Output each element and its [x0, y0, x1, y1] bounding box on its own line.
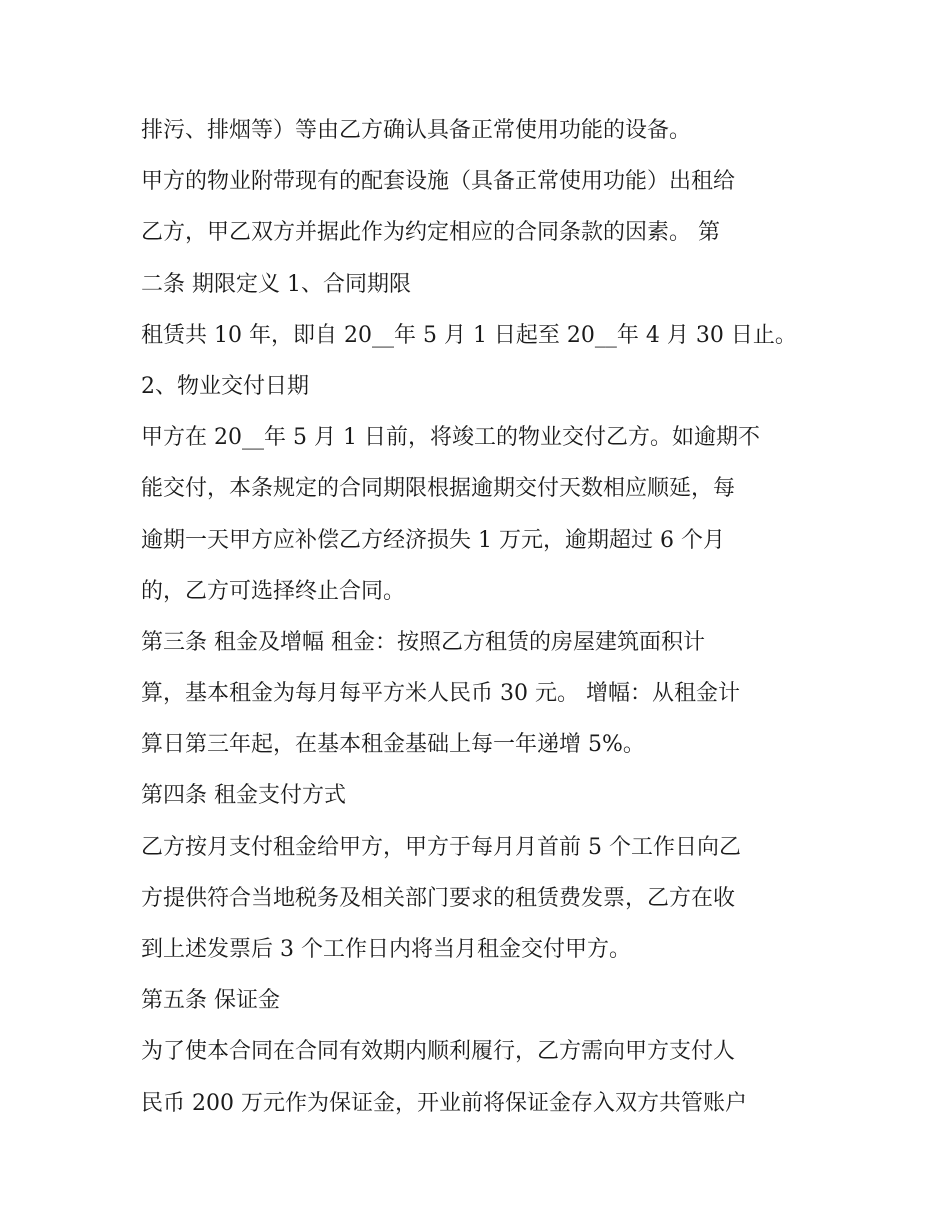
text-line-6: 2、物业交付日期	[141, 373, 309, 399]
text-line-17: 到上述发票后 3 个工作日内将当月租金交付甲方。	[141, 937, 631, 962]
text-line-5: 租赁共 10 年，即自 20__年 5 月 1 日起至 20__年 4 月 30 日止。	[141, 322, 797, 348]
text-line-16: 方提供符合当地税务及相关部门要求的租赁费发票，乙方在收	[141, 885, 736, 911]
text-line-8: 能交付，本条规定的合同期限根据逾期交付天数相应顺延，每	[141, 476, 736, 502]
text-line-19: 为了使本合同在合同有效期内顺利履行，乙方需向甲方支付人	[141, 1039, 736, 1065]
text-line-12: 算，基本租金为每月每平方米人民币 30 元。 增幅：从租金计	[141, 681, 740, 707]
text-line-20: 民币 200 万元作为保证金，开业前将保证金存入双方共管账户	[141, 1090, 747, 1116]
text-line-10: 的，乙方可选择终止合同。	[141, 578, 406, 604]
text-line-14: 第四条 租金支付方式	[141, 783, 346, 809]
text-line-13: 算日第三年起，在基本租金基础上每一年递增 5%。	[141, 732, 645, 758]
text-line-18: 第五条 保证金	[141, 988, 280, 1014]
text-line-1: 排污、排烟等）等由乙方确认具备正常使用功能的设备。	[141, 118, 692, 143]
text-line-4: 二条 期限定义 1、合同期限	[141, 271, 411, 297]
text-line-9: 逾期一天甲方应补偿乙方经济损失 1 万元，逾期超过 6 个月	[141, 527, 725, 553]
text-line-3: 乙方，甲乙双方并据此作为约定相应的合同条款的因素。 第	[141, 220, 720, 246]
text-line-11: 第三条 租金及增幅 租金：按照乙方租赁的房屋建筑面积计	[141, 629, 705, 655]
text-line-7: 甲方在 20__年 5 月 1 日前，将竣工的物业交付乙方。如逾期不	[141, 425, 760, 451]
document-body	[141, 105, 821, 1129]
text-line-15: 乙方按月支付租金给甲方，甲方于每月月首前 5 个工作日向乙	[141, 834, 741, 860]
text-line-2: 甲方的物业附带现有的配套设施（具备正常使用功能）出租给	[141, 169, 736, 195]
